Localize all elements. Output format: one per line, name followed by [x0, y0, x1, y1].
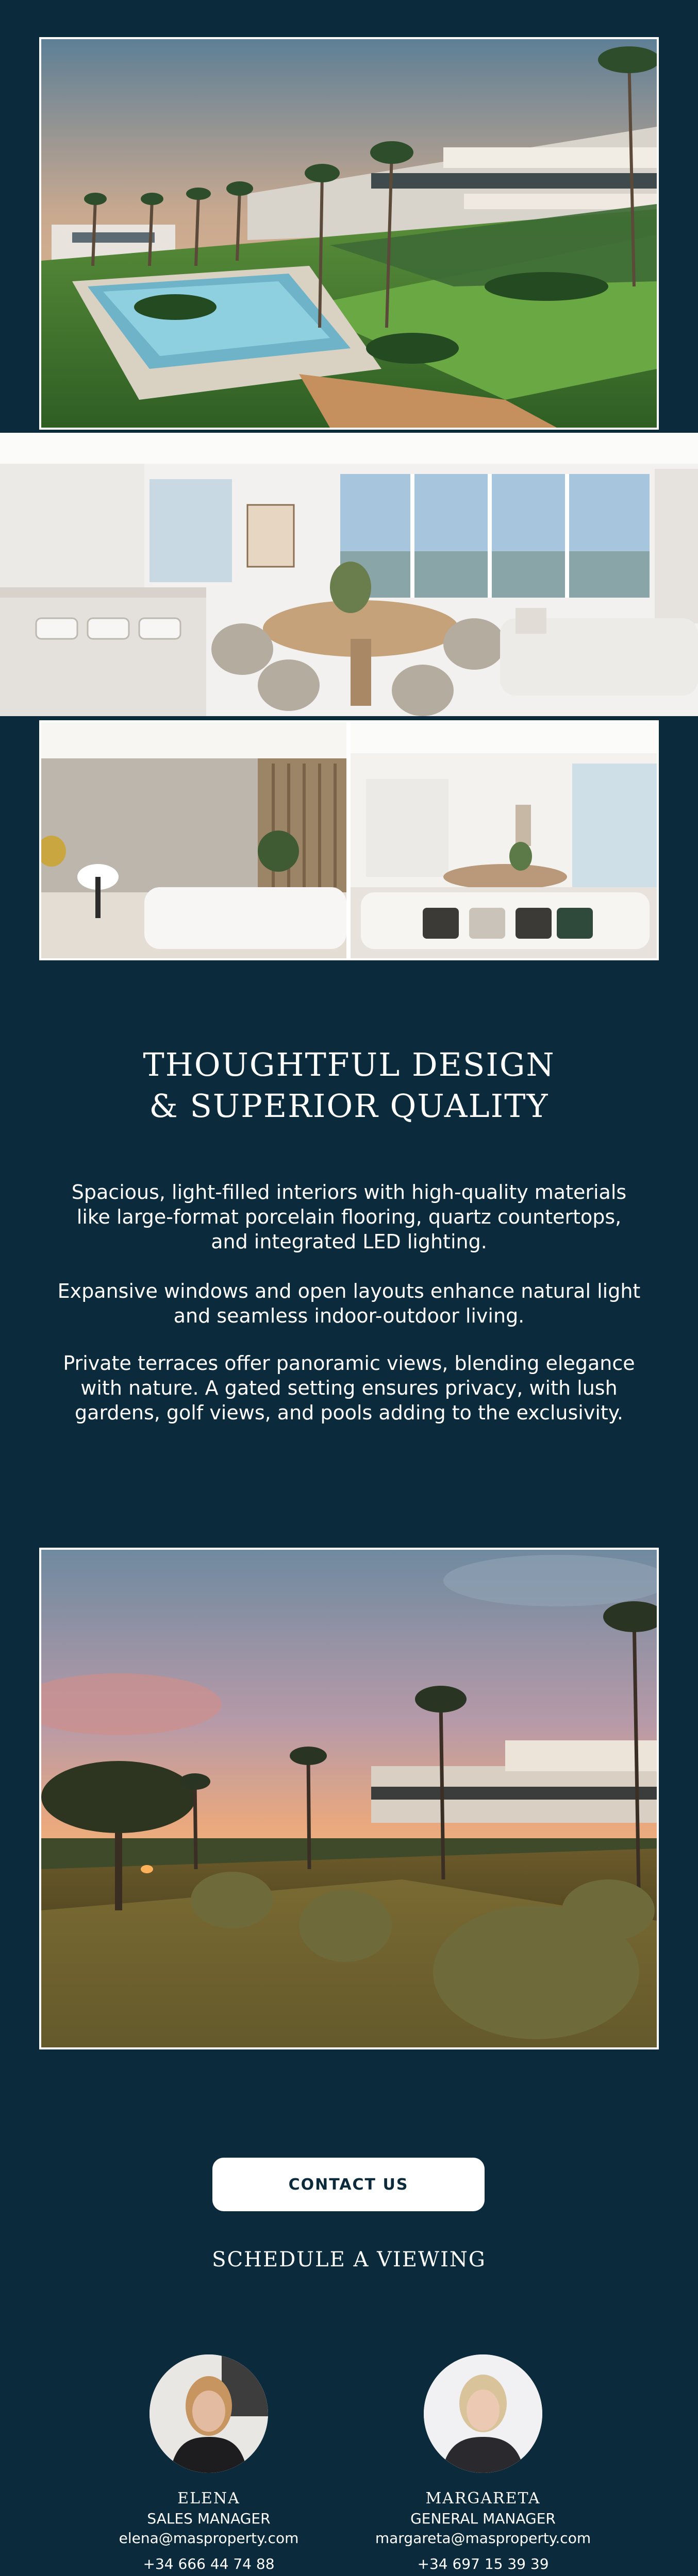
schedule-viewing-heading: SCHEDULE A VIEWING — [212, 2248, 486, 2272]
agent-elena-role: SALES MANAGER — [147, 2510, 271, 2527]
living-room-left-image — [39, 720, 348, 960]
agent-elena-email[interactable]: elena@masproperty.com — [119, 2530, 299, 2547]
agent-elena-name: ELENA — [177, 2489, 240, 2507]
living-dining-kitchen-illustration — [0, 433, 698, 716]
agent-margareta-phone[interactable]: +34 697 15 39 39 — [417, 2555, 549, 2572]
section-paragraph-1: Spacious, light-filled interiors with high-quality materials like large-format porcelain flooring, quartz countertops, and integrated LED lighting. — [71, 1181, 627, 1253]
agent-elena-avatar — [149, 2354, 268, 2473]
living-room-left-illustration — [41, 722, 346, 958]
hero-exterior-pool-illustration — [41, 39, 657, 428]
living-room-right-illustration — [351, 722, 657, 958]
hero-exterior-pool-image — [39, 37, 659, 430]
section-paragraph-3: Private terraces offer panoramic views, blending elegance with nature. A gated setting ensures privacy, with lush gardens, golf views, and pools adding to the exclusivity. — [63, 1352, 635, 1424]
living-room-right-image — [348, 720, 659, 960]
living-dining-kitchen-image — [0, 433, 698, 716]
agent-elena-phone[interactable]: +34 666 44 74 88 — [143, 2555, 275, 2572]
agent-margareta-avatar — [424, 2354, 542, 2473]
section-title-line2: & SUPERIOR QUALITY — [149, 1087, 549, 1125]
sunset-garden-image — [39, 1548, 659, 2049]
agent-margareta-name: MARGARETA — [425, 2489, 541, 2507]
section-title-line1: THOUGHTFUL DESIGN — [143, 1046, 555, 1083]
agent-margareta-role: GENERAL MANAGER — [410, 2510, 556, 2527]
section-paragraph-2: Expansive windows and open layouts enhance natural light and seamless indoor-outdoor living. — [57, 1280, 641, 1327]
agent-margareta-email[interactable]: margareta@masproperty.com — [375, 2530, 591, 2547]
contact-us-button[interactable]: CONTACT US — [212, 2158, 485, 2211]
agent-margareta-portrait — [424, 2354, 542, 2473]
sunset-garden-illustration — [41, 1550, 657, 2047]
agent-elena-portrait — [149, 2354, 268, 2473]
